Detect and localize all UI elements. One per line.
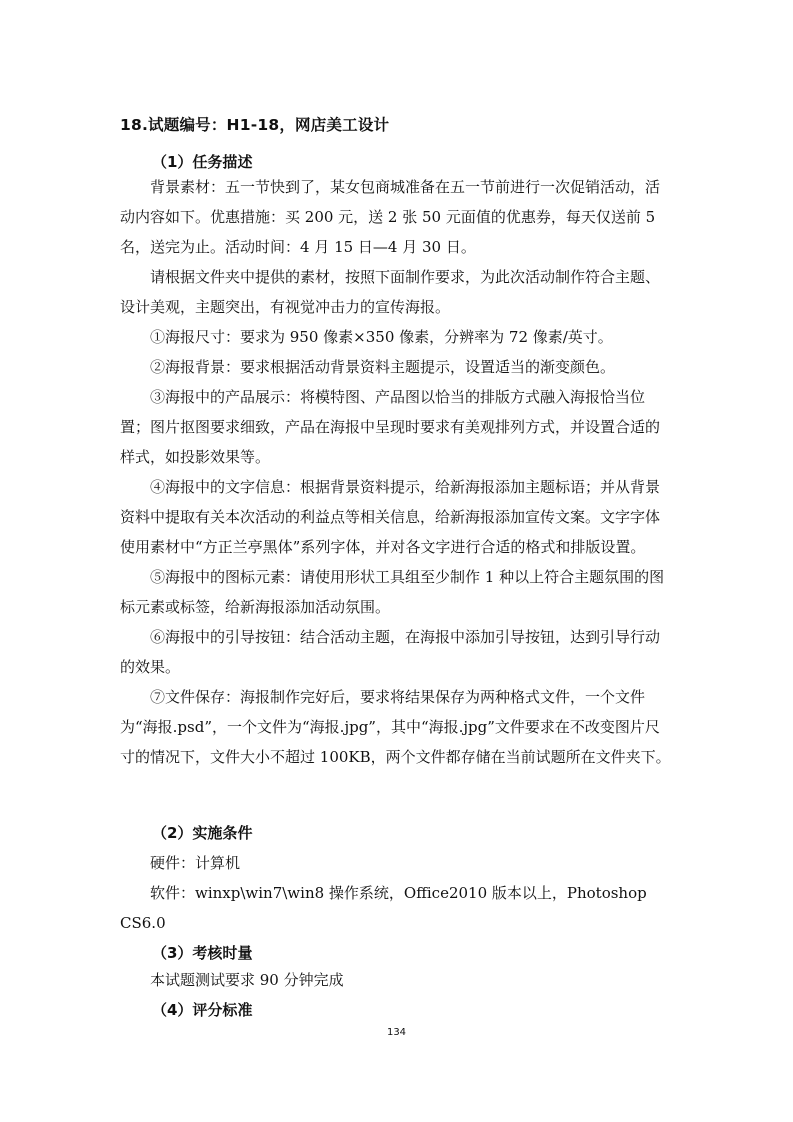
item-icon-elements: ⑤海报中的图标元素：请使用形状工具组至少制作 1 种以上符合主题氛围的图标元素或标签，给新海报添加活动氛围。	[120, 568, 665, 616]
section-heading-task: （1）任务描述	[152, 153, 253, 171]
task-description-block	[120, 172, 674, 772]
question-title: 18.试题编号：H1-18，网店美工设计	[120, 116, 390, 134]
page-number: 134	[386, 1027, 407, 1038]
background-paragraph: 背景素材：五一节快到了，某女包商城准备在五一节前进行一次促销活动，活动内容如下。优惠措施：买 200 元，送 2 张 50 元面值的优惠券，每天仅送前 5 名，送完为止。活动时间：4 月 15 日—4 月 30 日。	[120, 178, 661, 256]
item-product-display: ③海报中的产品展示：将模特图、产品图以恰当的排版方式融入海报恰当位置；图片抠图要求细致，产品在海报中呈现时要求有美观排列方式，并设置合适的样式，如投影效果等。	[120, 388, 661, 466]
requirement-paragraph: 请根据文件夹中提供的素材，按照下面制作要求，为此次活动制作符合主题、设计美观，主题突出，有视觉冲击力的宣传海报。	[120, 268, 661, 316]
section-heading-scoring: （4）评分标准	[152, 1001, 253, 1019]
item-file-save: ⑦文件保存：海报制作完好后，要求将结果保存为两种格式文件，一个文件为“海报.psd”，一个文件为“海报.jpg”，其中“海报.jpg”文件要求在不改变图片尺寸的情况下，文件大小不超过 100KB，两个文件都存储在当前试题所在文件夹下。	[120, 688, 671, 766]
item-guide-button: ⑥海报中的引导按钮：结合活动主题，在海报中添加引导按钮，达到引导行动的效果。	[120, 628, 661, 676]
item-poster-size: ①海报尺寸：要求为 950 像素×350 像素，分辨率为 72 像素/英寸。	[150, 328, 613, 346]
time-line: 本试题测试要求 90 分钟完成	[150, 971, 344, 989]
section-heading-time: （3）考核时量	[152, 944, 253, 962]
hardware-line: 硬件：计算机	[150, 854, 241, 872]
item-poster-background: ②海报背景：要求根据活动背景资料主题提示，设置适当的渐变颜色。	[150, 358, 616, 376]
software-line: 软件：winxp\win7\win8 操作系统，Office2010 版本以上，Photoshop CS6.0	[120, 884, 647, 932]
item-text-info: ④海报中的文字信息：根据背景资料提示，给新海报添加主题标语；并从背景资料中提取有关本次活动的利益点等相关信息，给新海报添加宣传文案。文字字体使用素材中“方正兰亭黑体”系列字体，并对各文字进行合适的格式和排版设置。	[120, 478, 661, 556]
conditions-block	[120, 848, 674, 938]
section-heading-conditions: （2）实施条件	[152, 824, 253, 842]
time-block	[120, 965, 674, 995]
